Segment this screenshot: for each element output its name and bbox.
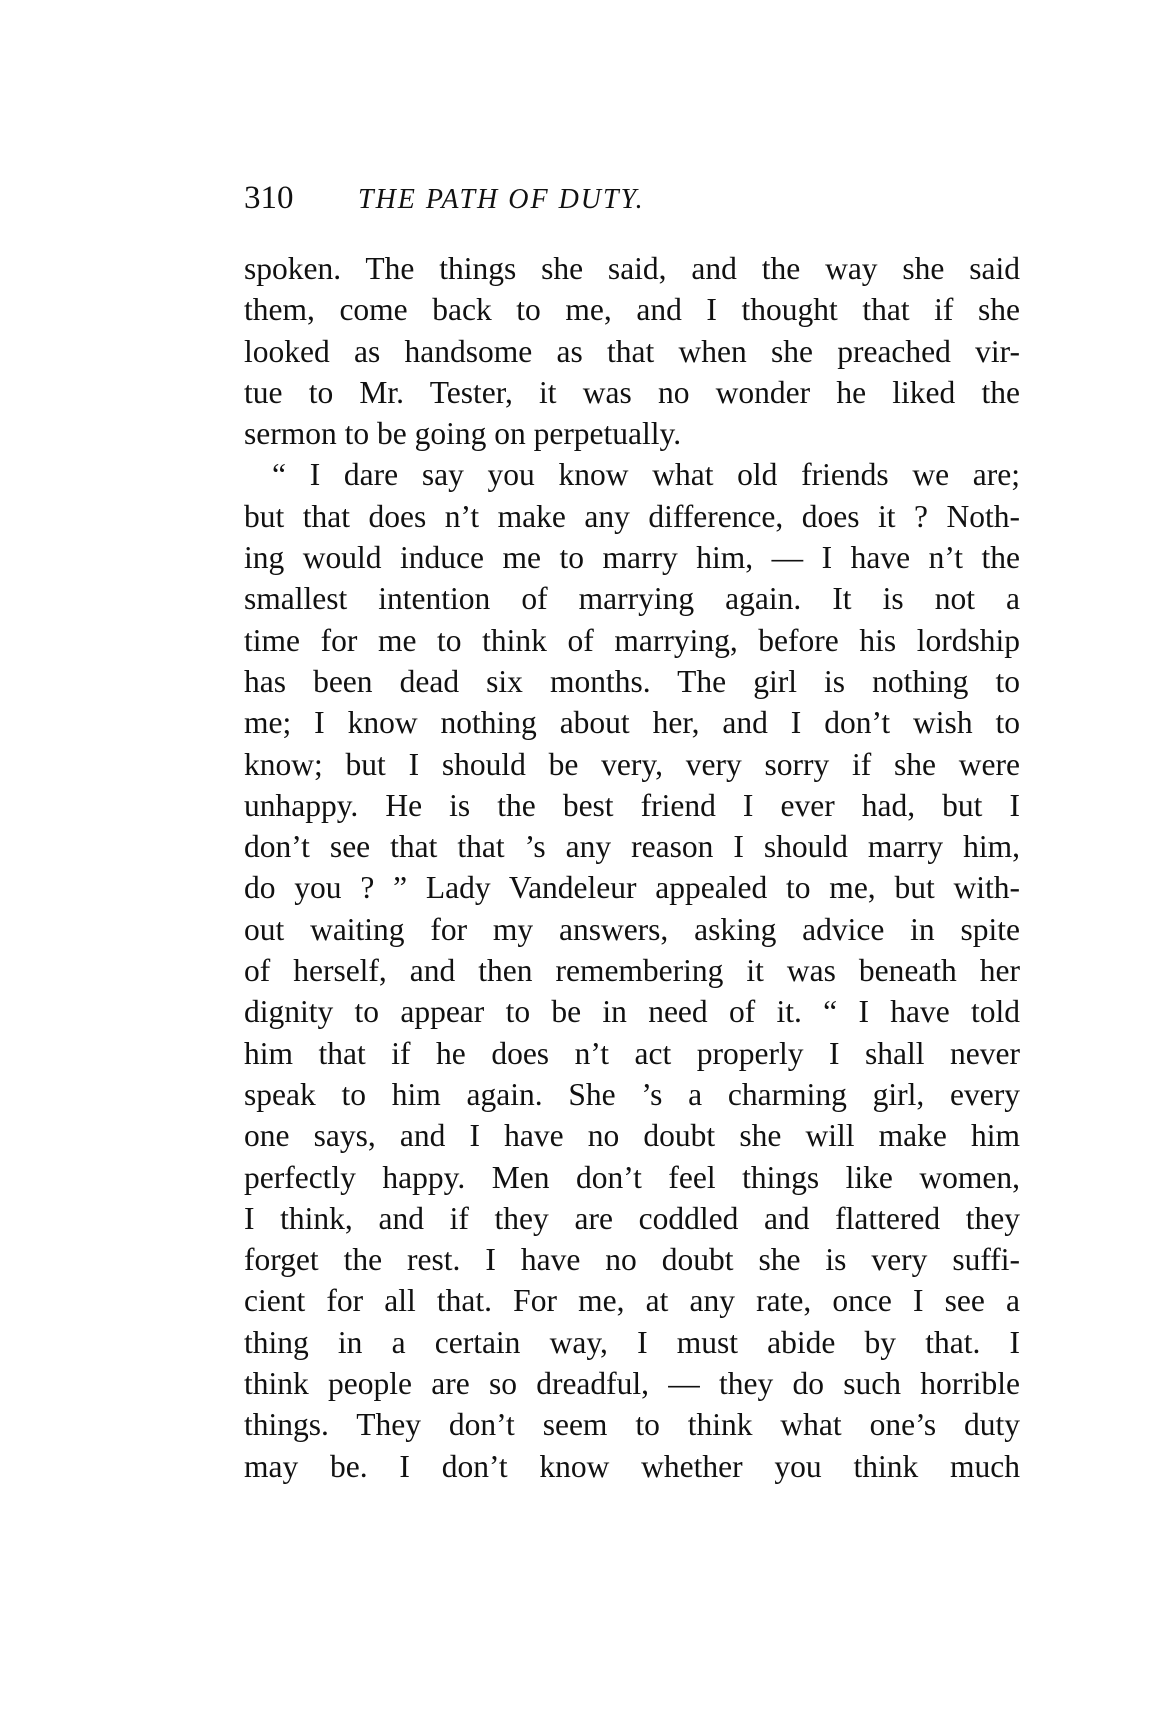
text-line: “ I dare say you know what old friends we are; — [272, 457, 1020, 493]
text-line: tue to Mr. Tester, it was no wonder he liked the — [244, 374, 1020, 410]
text-line: cient for all that. For me, at any rate, once I see a — [244, 1283, 1020, 1319]
text-line: them, come back to me, and I thought that if she — [244, 292, 1020, 328]
text-line: sermon to be going on perpetually. — [244, 416, 682, 452]
text-line: know; but I should be very, very sorry if she were — [244, 746, 1020, 782]
text-line: of herself, and then remembering it was beneath her — [244, 953, 1020, 989]
text-line: dignity to appear to be in need of it. “ I have told — [244, 994, 1020, 1030]
running-title: THE PATH OF DUTY. — [358, 184, 645, 215]
text-line: don’t see that that ’s any reason I should marry him, — [244, 829, 1020, 865]
text-line: looked as handsome as that when she preached vir- — [244, 333, 1020, 369]
text-line: spoken. The things she said, and the way she said — [244, 251, 1020, 286]
text-line: ing would induce me to marry him, — I have n’t the — [244, 540, 1020, 576]
text-line: things. They don’t seem to think what one’s duty — [244, 1407, 1020, 1443]
page-number: 310 — [244, 180, 294, 216]
text-line: has been dead six months. The girl is nothing to — [244, 663, 1020, 699]
text-line: out waiting for my answers, asking advice in spite — [244, 911, 1020, 947]
text-line: think people are so dreadful, — they do such horrible — [244, 1366, 1020, 1402]
text-line: speak to him again. She ’s a charming girl, every — [244, 1076, 1020, 1112]
text-line: do you ? ” Lady Vandeleur appealed to me, but with- — [244, 870, 1020, 906]
text-line: time for me to think of marrying, before his lordship — [244, 622, 1020, 658]
text-line: perfectly happy. Men don’t feel things like women, — [244, 1159, 1020, 1195]
text-line: smallest intention of marrying again. It is not a — [244, 581, 1020, 617]
text-line: one says, and I have no doubt she will make him — [244, 1118, 1020, 1154]
text-line: may be. I don’t know whether you think much — [244, 1448, 1020, 1484]
text-line: thing in a certain way, I must abide by that. I — [244, 1324, 1020, 1360]
page-header — [244, 178, 1020, 222]
body-text — [244, 248, 1020, 1487]
text-line: unhappy. He is the best friend I ever had, but I — [244, 787, 1020, 823]
text-line: me; I know nothing about her, and I don’t wish to — [244, 705, 1020, 741]
text-line: I think, and if they are coddled and flattered they — [244, 1200, 1020, 1236]
text-line: but that does n’t make any difference, does it ? Noth- — [244, 498, 1020, 534]
text-line: him that if he does n’t act properly I shall never — [244, 1035, 1020, 1071]
text-line: forget the rest. I have no doubt she is very suffi- — [244, 1242, 1020, 1278]
